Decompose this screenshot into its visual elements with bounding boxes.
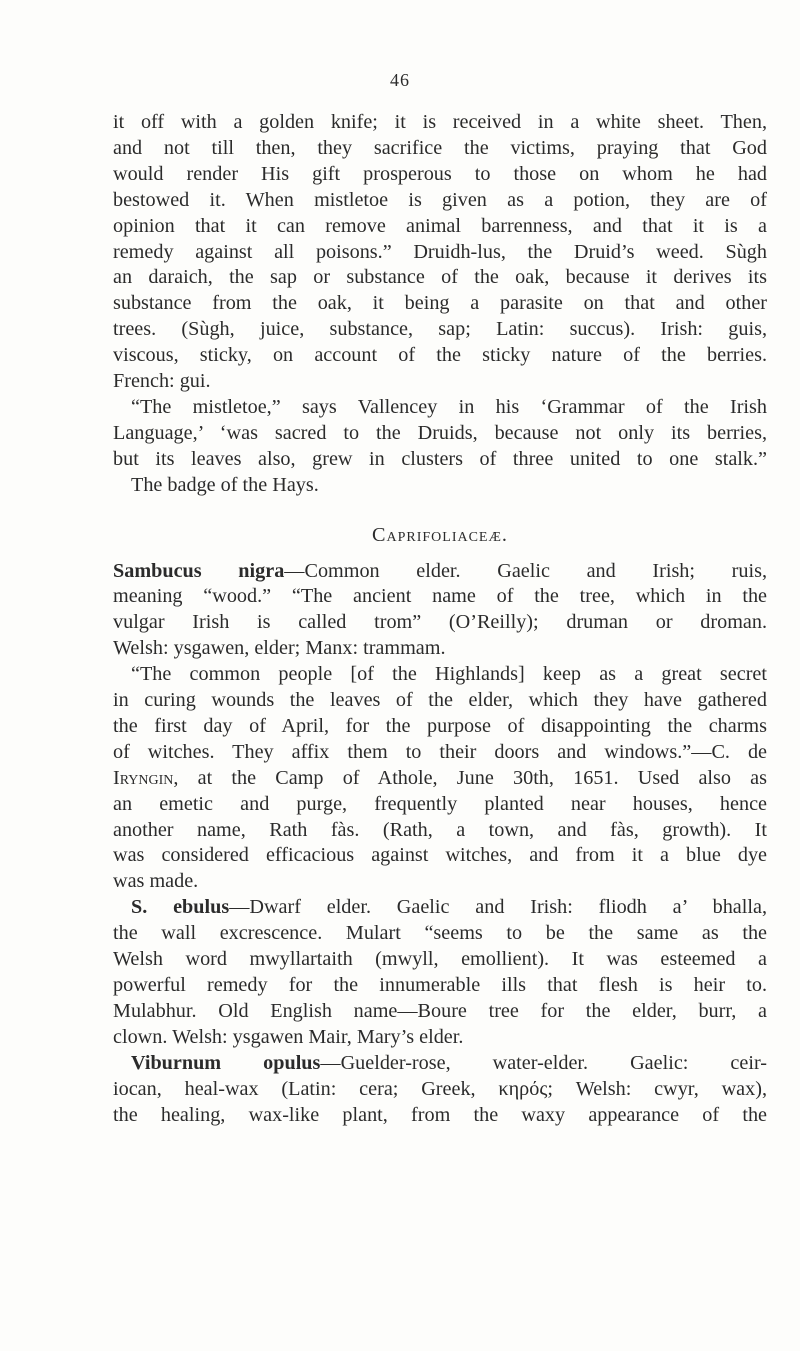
viburnum-paragraph <box>113 1051 767 1129</box>
text-line <box>113 1051 767 1077</box>
text-line: another name, Rath fàs. (Rath, a town, and fàs, growth). It <box>113 818 767 841</box>
page-body <box>113 110 767 1128</box>
text-run: —Dwarf elder. Gaelic and Irish: fliodh a’ bhalla, <box>229 896 767 919</box>
text-line: the wall excrescence. Mulart “seems to be the same as the <box>113 922 767 945</box>
text-line <box>113 559 767 585</box>
text-line <box>113 895 767 921</box>
text-line: but its leaves also, grew in clusters of three united to one stalk.” <box>113 447 767 470</box>
text-line: the first day of April, for the purpose of disappointing the charms <box>113 714 767 737</box>
text-line: an daraich, the sap or substance of the oak, because it derives its <box>113 266 767 289</box>
text-run: , at the Camp of Athole, June 30th, 1651. Used also as <box>173 766 767 789</box>
species-name: Sambucus nigra <box>113 559 285 582</box>
text-line: an emetic and purge, frequently planted near houses, hence <box>113 792 767 815</box>
section-heading: Caprifoliaceæ. <box>372 523 508 546</box>
text-line: opinion that it can remove animal barrenness, and that it is a <box>113 214 767 237</box>
text-line: was considered efficacious against witches, and from it a blue dye <box>113 844 767 867</box>
text-run: —Common elder. Gaelic and Irish; ruis, <box>284 559 767 582</box>
text-line <box>113 766 767 792</box>
text-line: trees. (Sùgh, juice, substance, sap; Latin: succus). Irish: guis, <box>113 318 767 341</box>
text-line: of witches. They affix them to their doors and windows.”—C. de <box>113 740 767 763</box>
text-line: remedy against all poisons.” Druidh-lus, the Druid’s weed. Sùgh <box>113 240 767 263</box>
species-name: Viburnum opulus <box>131 1051 321 1074</box>
text-line: was made. <box>113 870 199 893</box>
text-line: iocan, heal-wax (Latin: cera; Greek, κηρός; Welsh: cwyr, wax), <box>113 1077 767 1100</box>
text-line: clown. Welsh: ysgawen Mair, Mary’s elder. <box>113 1025 464 1048</box>
text-line: the healing, wax-like plant, from the waxy appearance of the <box>113 1103 767 1126</box>
highlands-quote-paragraph <box>113 662 767 895</box>
text-line: and not till then, they sacrifice the victims, praying that God <box>113 136 767 159</box>
text-line: Mulabhur. Old English name—Boure tree for the elder, burr, a <box>113 999 767 1022</box>
mistletoe-paragraph <box>113 110 767 395</box>
text-line: meaning “wood.” “The ancient name of the tree, which in the <box>113 585 767 608</box>
text-line: viscous, sticky, on account of the sticky nature of the berries. <box>113 344 767 367</box>
text-line: Language,’ ‘was sacred to the Druids, because not only its berries, <box>113 421 767 444</box>
text-line: in curing wounds the leaves of the elder, which they have gathered <box>113 689 767 712</box>
author-name: Iryngin <box>113 766 174 789</box>
text-line: substance from the oak, it being a parasite on that and other <box>113 292 767 315</box>
text-line: bestowed it. When mistletoe is given as a potion, they are of <box>113 188 767 211</box>
text-line: French: gui. <box>113 370 211 393</box>
vallencey-paragraph <box>113 395 767 499</box>
text-line: it off with a golden knife; it is received in a white sheet. Then, <box>113 111 767 133</box>
text-line: vulgar Irish is called trom” (O’Reilly); druman or droman. <box>113 611 767 634</box>
sambucus-nigra-paragraph <box>113 559 767 663</box>
species-name: S. ebulus <box>131 896 230 919</box>
text-line: would render His gift prosperous to those on whom he had <box>113 162 767 185</box>
ebulus-paragraph <box>113 895 767 1050</box>
text-line: powerful remedy for the innumerable ills that flesh is heir to. <box>113 974 767 996</box>
text-line: “The common people [of the Highlands] keep as a great secret <box>131 663 767 686</box>
text-line: Welsh word mwyllartaith (mwyll, emollient). It was esteemed a <box>113 948 767 971</box>
text-line: Welsh: ysgawen, elder; Manx: trammam. <box>113 637 446 660</box>
text-line: The badge of the Hays. <box>131 473 319 496</box>
text-line: “The mistletoe,” says Vallencey in his ‘Grammar of the Irish <box>131 395 767 418</box>
text-run: —Guelder-rose, water-elder. Gaelic: ceir- <box>320 1051 767 1074</box>
page-number: 46 <box>390 70 410 90</box>
